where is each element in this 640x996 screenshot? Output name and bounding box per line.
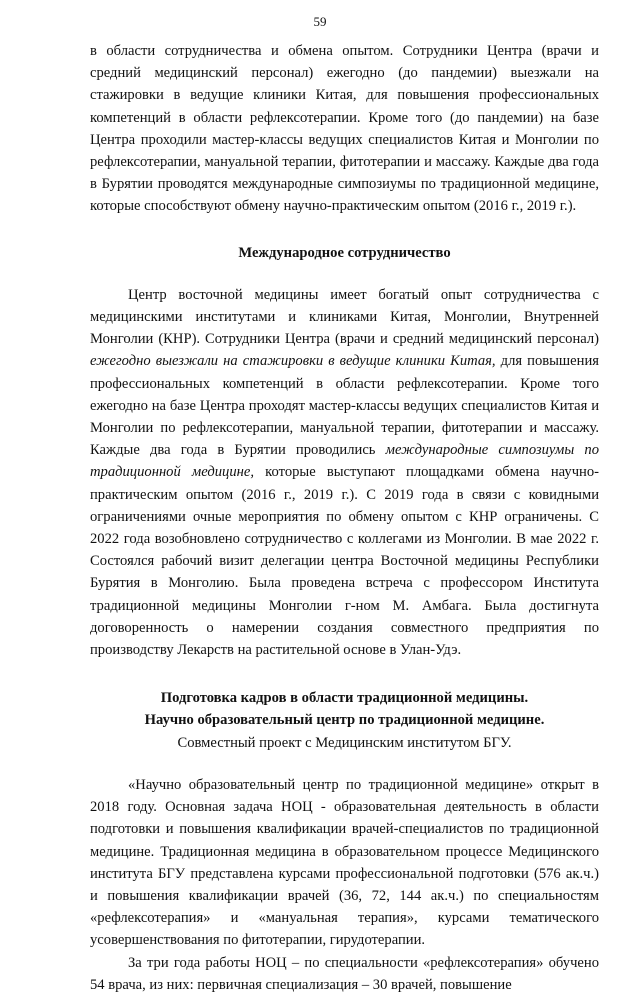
spacer xyxy=(90,264,599,284)
page-number: 59 xyxy=(313,14,327,29)
section-heading-center: Научно образовательный центр по традиционной медицине. xyxy=(144,712,545,729)
spacer xyxy=(90,218,599,242)
page-content xyxy=(90,40,599,996)
section-heading-international: Международное сотрудничество xyxy=(238,244,451,261)
paragraph-international-cooperation xyxy=(90,284,599,661)
spacer xyxy=(90,754,599,774)
spacer xyxy=(90,661,599,687)
text-run: Центр восточной медицины имеет богатый опыт сотрудничества с медицинскими институтами и клиниками Китая, Монголии, Внутренней Монголии (КНР). Сотрудники Центра (врачи и средний медицинский персонал) xyxy=(90,286,599,348)
text-run: для повышения профессиональных компетенций в области рефлексотерапии. Кроме того ежегодно на базе Центра проходят мастер-классы ведущих специалистов Китая и Монголии по рефлексотерапии, мануальной терапии, фитотерапии и массажу. Каждые два года в Бурятии проводились xyxy=(90,353,599,459)
italic-text-run: международные симпозиумы по традиционной медицине, xyxy=(90,442,599,481)
section-heading-training: Подготовка кадров в области традиционной медицины. xyxy=(160,690,529,707)
paragraph-training-results: За три года работы НОЦ – по специальности «рефлексотерапия» обучено 54 врача, из них: первичная специализация – 30 врачей, повышение xyxy=(90,954,599,993)
paragraph-intro: в области сотрудничества и обмена опытом. Сотрудники Центра (врачи и средний медицинский персонал) ежегодно (до пандемии) выезжали на стажировки в ведущие клиники Китая, для повышения профессиональных компетенций в области рефлексотерапии. Кроме того (до пандемии) на базе Центра проходили мастер-классы ведущих специалистов Китая и Монголии по рефлексотерапии, мануальной терапии, фитотерапии и массажу. Каждые два года в Бурятии проводятся международные симпозиумы по традиционной медицине, которые способствуют обмену научно-практическим опытом (2016 г., 2019 г.). xyxy=(90,43,599,215)
paragraph-education-center: «Научно образовательный центр по традиционной медицине» открыт в 2018 году. Основная задача НОЦ - образовательная деятельность в области подготовки и повышения квалификации врачей-специалистов по традиционной медицине. Традиционная медицина в образовательном процессе Медицинского института БГУ представлена курсами профессиональной подготовки (576 ак.ч.) и повышения квалификации врачей (36, 72, 144 ак.ч.) по специальностям «рефлексотерапия» и «мануальная терапия», курсами тематического усовершенствования по фитотерапии, гирудотерапии. xyxy=(90,776,599,949)
section-subheading: Совместный проект с Медицинским институтом БГУ. xyxy=(177,734,512,751)
text-run: которые выступают площадками обмена научно-практическим опытом (2016 г., 2019 г.). С 2019 года в связи с ковидными ограничениями очные мероприятия по обмену опытом с КНР ограничены. С 2022 года возобновлено сотрудничество с коллегами из Монголии. В мае 2022 г. Состоялся рабочий визит делегации центра Восточной медицины Республики Бурятия в Монголию. Была проведена встреча с профессором Института традиционной медицины Монголии г-ном М. Амбага. Была достигнута договоренность о намерении создания совместного предприятия по производству Лекарств на растительной основе в Улан-Удэ. xyxy=(90,464,600,659)
italic-text-run: ежегодно выезжали на стажировки в ведущие клиники Китая, xyxy=(90,353,496,370)
